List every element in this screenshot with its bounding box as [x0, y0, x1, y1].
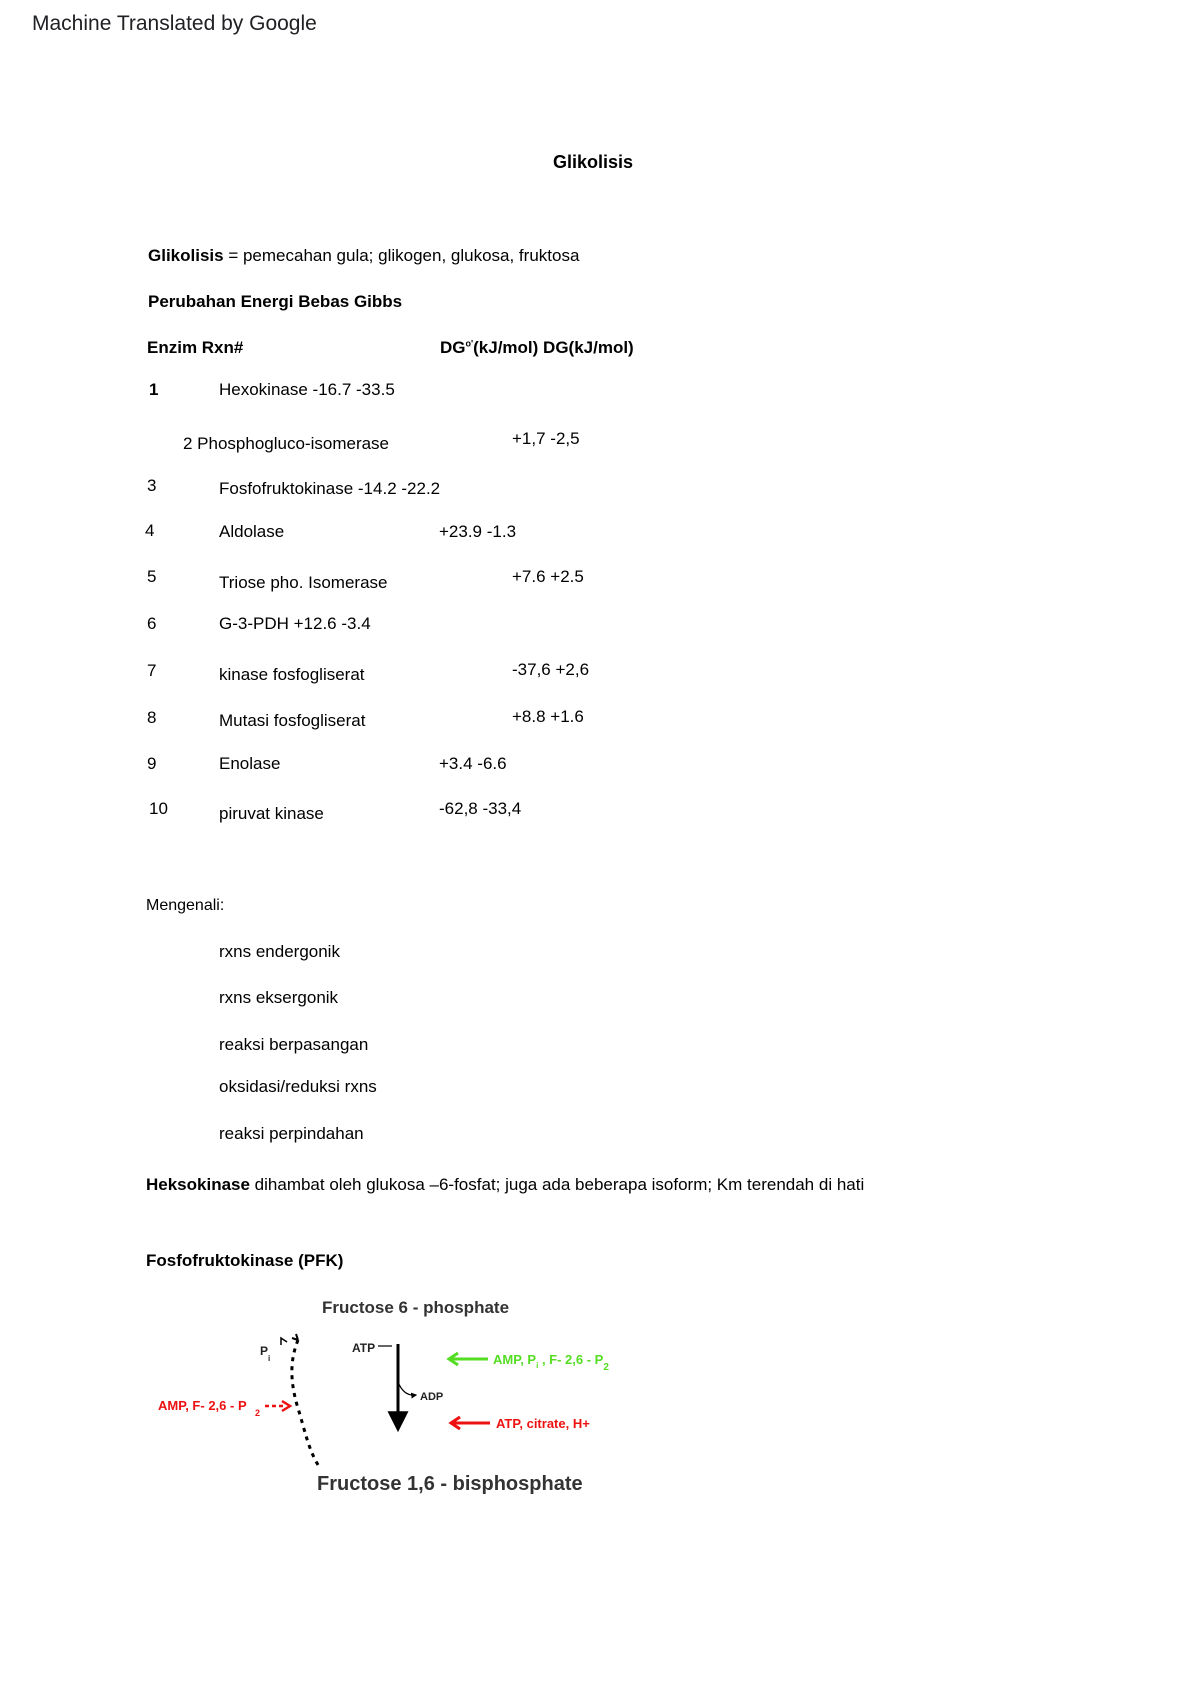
- pfk-regulation-diagram: [140, 1290, 660, 1510]
- table-row-text: Aldolase: [219, 522, 285, 541]
- table-header-enzyme: Enzim Rxn#: [147, 338, 244, 357]
- table-header-dg-sup: o': [465, 338, 474, 349]
- table-row-values: +23.9 -1.3: [439, 522, 517, 541]
- fructose-6-phosphate-label: Fructose 6 - phosphate: [322, 1298, 510, 1317]
- definition-text: = pemecahan gula; glikogen, glukosa, fruktosa: [223, 246, 580, 265]
- table-row-values: +8.8 +1.6: [512, 707, 584, 726]
- recognize-item: rxns eksergonik: [219, 988, 339, 1007]
- pi-p-label: P: [260, 1344, 269, 1358]
- recognize-item: reaksi perpindahan: [219, 1124, 364, 1143]
- table-row-text: Mutasi fosfogliserat: [219, 711, 366, 730]
- translation-banner: Machine Translated by Google: [32, 12, 317, 35]
- table-row-num: 9: [147, 754, 157, 773]
- table-row-num: 1: [149, 380, 159, 399]
- left-inhibitor-label: AMP, F- 2,6 - P: [158, 1398, 247, 1413]
- pi-hook-icon: [281, 1338, 287, 1345]
- table-row-text: piruvat kinase: [219, 804, 324, 823]
- table-row-text: G-3-PDH +12.6 -3.4: [219, 614, 371, 633]
- table-row-text: 2 Phosphogluco-isomerase: [183, 434, 390, 453]
- left-inhibitor-arrowhead-icon: [282, 1401, 290, 1411]
- table-header-dg-b: (kJ/mol) DG(kJ/mol): [473, 338, 634, 357]
- pi-i-label: i: [268, 1354, 271, 1363]
- table-header-dg-a: DG: [440, 338, 466, 357]
- table-row-num: 10: [149, 799, 168, 818]
- table-row-values: -37,6 +2,6: [512, 660, 590, 679]
- adp-label: ADP: [420, 1391, 444, 1403]
- pfk-heading: Fosfofruktokinase (PFK): [146, 1251, 344, 1270]
- activators-label-i: i: [536, 1361, 539, 1370]
- activators-label-sub: 2: [603, 1362, 609, 1373]
- page-title: Glikolisis: [553, 152, 634, 172]
- table-row-num: 3: [147, 476, 157, 495]
- table-row-values: -62,8 -33,4: [439, 799, 522, 818]
- table-row-text: Triose pho. Isomerase: [219, 573, 388, 592]
- left-inhibitor-sub: 2: [255, 1408, 261, 1418]
- recognize-item: reaksi berpasangan: [219, 1035, 369, 1054]
- table-row-values: +7.6 +2.5: [512, 567, 584, 586]
- table-row-num: 7: [147, 661, 157, 680]
- hexokinase-text: dihambat oleh glukosa –6-fosfat; juga ada beberapa isoform; Km terendah di hati: [249, 1175, 865, 1194]
- dashed-arrowhead-icon: [292, 1334, 298, 1340]
- activators-label-rest: , F- 2,6 - P: [538, 1352, 604, 1367]
- table-row-num: 4: [145, 521, 155, 540]
- table-row-text: Fosfofruktokinase -14.2 -22.2: [219, 479, 441, 498]
- reverse-reaction-dashed-arrow: [292, 1340, 320, 1468]
- recognize-label: Mengenali:: [146, 897, 225, 914]
- table-header-dg: [440, 338, 634, 358]
- recognize-item: oksidasi/reduksi rxns: [219, 1077, 377, 1096]
- adp-branch-arrow: [398, 1382, 416, 1395]
- table-row-text: Enolase: [219, 754, 281, 773]
- table-row-num: 8: [147, 708, 157, 727]
- table-row-values: +3.4 -6.6: [439, 754, 507, 773]
- table-row-num: 6: [147, 614, 157, 633]
- inhibitors-label: ATP, citrate, H+: [496, 1416, 590, 1431]
- activators-label: [493, 1352, 609, 1373]
- hexokinase-term: Heksokinase: [146, 1175, 250, 1194]
- table-row-num: 5: [147, 567, 157, 586]
- section-gibbs-heading: Perubahan Energi Bebas Gibbs: [148, 292, 403, 311]
- atp-label: ATP: [352, 1341, 376, 1355]
- definition-term: Glikolisis: [148, 246, 224, 265]
- table-row-text: kinase fosfogliserat: [219, 665, 365, 684]
- hexokinase-note: [146, 1175, 864, 1195]
- recognize-item: rxns endergonik: [219, 942, 340, 961]
- table-row-text: Hexokinase -16.7 -33.5: [219, 380, 395, 399]
- table-row-values: +1,7 -2,5: [512, 429, 580, 448]
- activators-label-a: AMP, P: [493, 1352, 537, 1367]
- fructose-bisphosphate-label: Fructose 1,6 - bisphosphate: [317, 1473, 583, 1495]
- definition-line: [148, 246, 579, 266]
